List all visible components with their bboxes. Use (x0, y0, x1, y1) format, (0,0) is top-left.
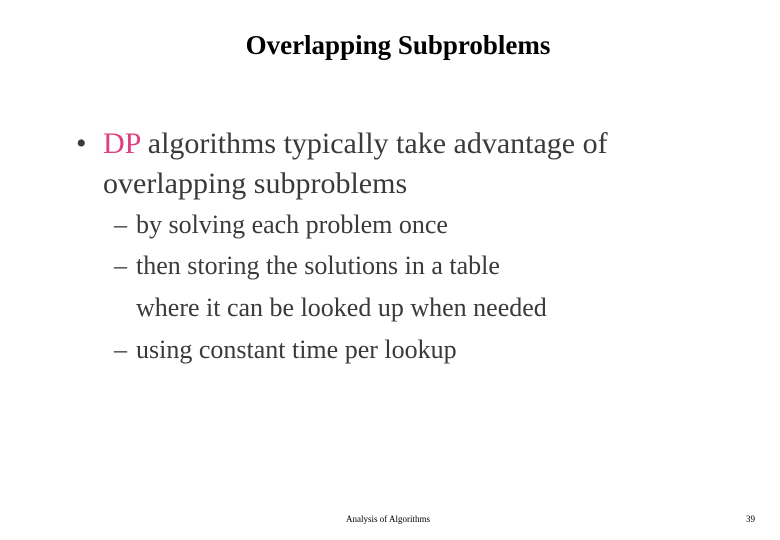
subpoint-text: then storing the solutions in a table (136, 251, 500, 280)
subpoint-marker: – (114, 210, 127, 239)
subpoint-text: by solving each problem once (136, 210, 448, 239)
footer-page-number: 39 (746, 514, 755, 524)
bullet-accent-text: DP (103, 127, 141, 160)
subpoint-text: using constant time per lookup (136, 335, 457, 364)
bullet-line1-text: algorithms typically take advantage of (140, 127, 608, 160)
slide-title: Overlapping Subproblems (245, 30, 551, 60)
subpoint-marker: – (114, 251, 127, 280)
subpoint-marker: – (114, 335, 127, 364)
footer-course-title: Analysis of Algorithms (346, 514, 431, 524)
bullet-marker: • (76, 127, 87, 160)
bullet-text (103, 124, 683, 204)
bullet-line2-text: overlapping subproblems (103, 167, 408, 200)
subpoint-text: where it can be looked up when needed (136, 293, 547, 322)
